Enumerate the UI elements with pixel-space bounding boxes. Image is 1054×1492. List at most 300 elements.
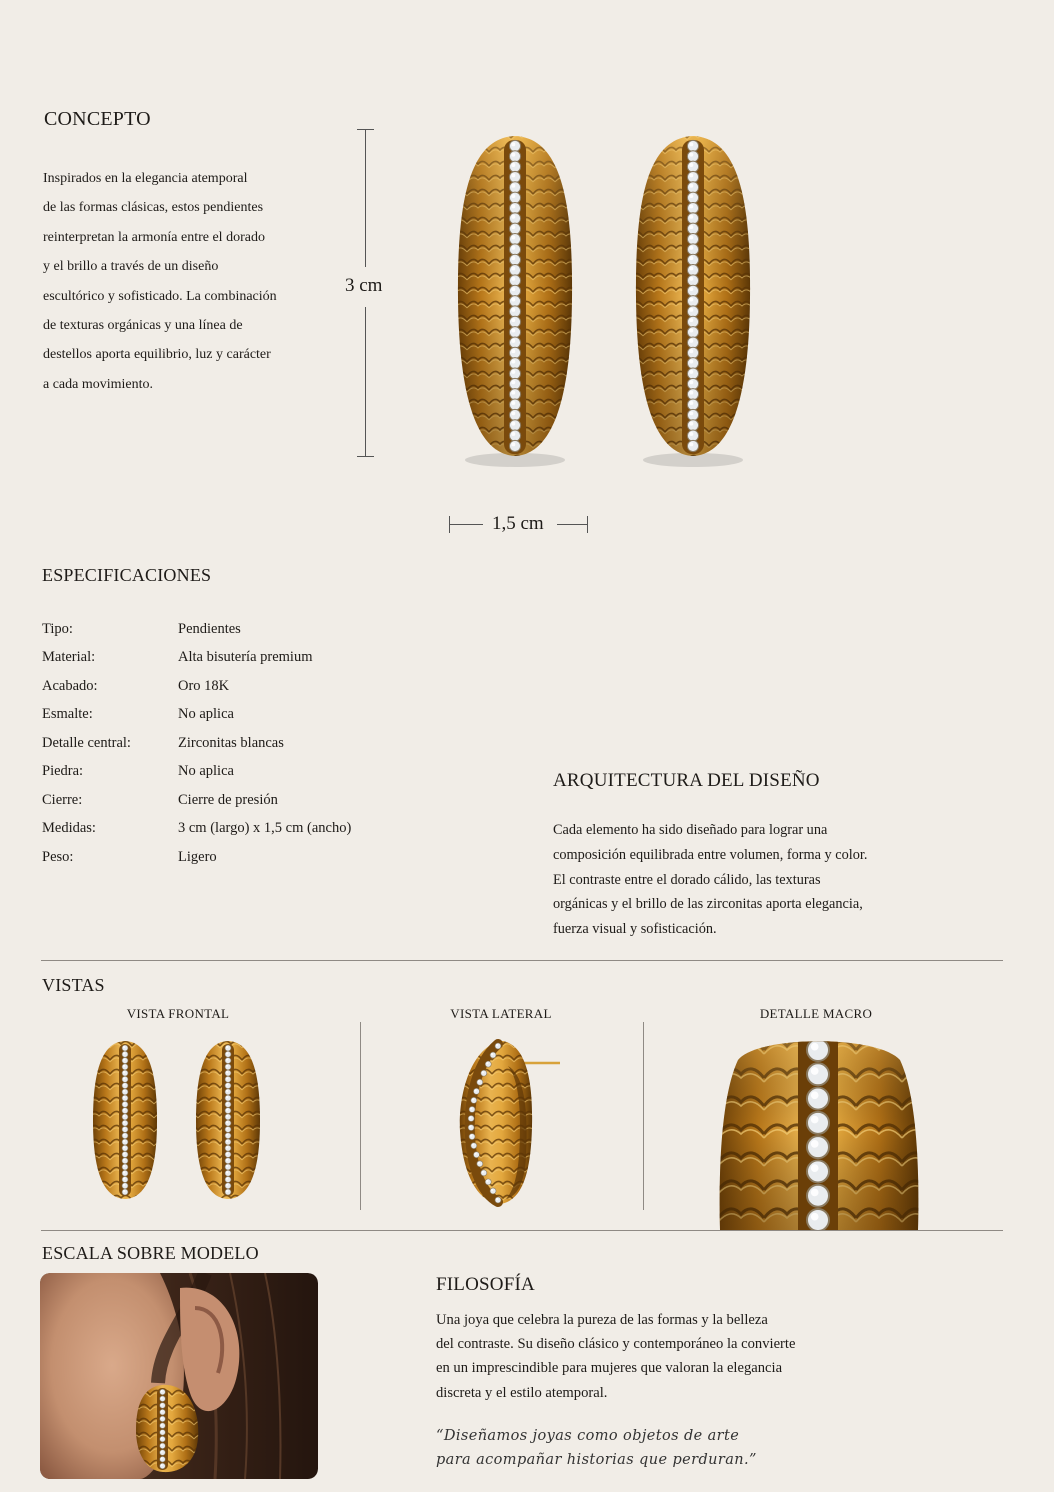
stone-highlight (511, 184, 515, 188)
stone-highlight (511, 349, 515, 353)
stone-highlight (511, 277, 515, 281)
zirconia-stone (225, 1183, 231, 1189)
zirconia-stone (122, 1070, 128, 1076)
concept-line: a cada movimiento. (43, 376, 154, 392)
spec-row (42, 763, 442, 783)
view-front-label: VISTA FRONTAL (126, 1006, 230, 1021)
stone-highlight (161, 1417, 163, 1419)
zirconia-stone (122, 1051, 128, 1057)
stone-highlight (123, 1140, 125, 1142)
zirconia-stone (225, 1108, 231, 1114)
zirconia-stone (122, 1114, 128, 1120)
zirconia-stone (509, 254, 520, 265)
stone-highlight (811, 1164, 819, 1172)
zirconia-stone (687, 306, 698, 317)
zirconia-stone (477, 1079, 483, 1085)
stone-highlight (689, 173, 693, 177)
spec-row (42, 792, 442, 812)
zirconia-stone (122, 1189, 128, 1195)
spec-label: Piedra: (42, 763, 84, 779)
zirconia-stone (495, 1197, 501, 1203)
zirconia-stone (225, 1064, 231, 1070)
height-dimension-label: 3 cm (345, 275, 383, 296)
width-dimension-tick-right (587, 516, 588, 533)
stone-highlight (511, 215, 515, 219)
zirconia-stone (687, 337, 698, 348)
zirconia-stone (225, 1176, 231, 1182)
stone-highlight (689, 308, 693, 312)
stone-highlight (689, 339, 693, 343)
stone-highlight (511, 422, 515, 426)
spec-value: Cierre de presión (178, 792, 278, 808)
spec-row (42, 820, 442, 840)
zirconia-stone (481, 1070, 487, 1076)
stone-highlight (482, 1071, 484, 1073)
zirconia-stone (807, 1088, 829, 1110)
concept-line: y el brillo a través de un diseño (43, 259, 219, 275)
hero-earrings-image (445, 128, 775, 478)
stone-highlight (226, 1190, 228, 1192)
zirconia-stone (473, 1152, 479, 1158)
stone-highlight (689, 349, 693, 353)
zirconia-stone (122, 1083, 128, 1089)
spec-label: Acabado: (42, 678, 98, 694)
zirconia-stone (490, 1052, 496, 1058)
zirconia-stone (509, 151, 520, 162)
quote-line: para acompañar historias que perduran.” (436, 1452, 757, 1468)
stone-highlight (511, 370, 515, 374)
zirconia-stone (509, 440, 520, 451)
stone-highlight (123, 1102, 125, 1104)
zirconia-stone (687, 254, 698, 265)
stone-highlight (123, 1159, 125, 1161)
zirconia-stone (509, 399, 520, 410)
stone-highlight (689, 142, 693, 146)
stone-highlight (123, 1084, 125, 1086)
view-macro-label: DETALLE MACRO (759, 1006, 873, 1021)
stone-highlight (491, 1053, 493, 1055)
stone-highlight (811, 1043, 819, 1051)
zirconia-stone (481, 1170, 487, 1176)
stone-highlight (689, 163, 693, 167)
stone-highlight (689, 329, 693, 333)
zirconia-stone (477, 1161, 483, 1167)
zirconia-stone (687, 151, 698, 162)
zirconia-stone (485, 1179, 491, 1185)
concept-line: de las formas clásicas, estos pendientes (43, 200, 264, 216)
zirconia-stone (509, 347, 520, 358)
zirconia-stone (225, 1070, 231, 1076)
zirconia-stone (490, 1188, 496, 1194)
zirconia-stone (122, 1164, 128, 1170)
stone-highlight (511, 266, 515, 270)
philosophy-paragraph (436, 1308, 795, 1405)
stone-highlight (689, 235, 693, 239)
zirconia-stone (122, 1120, 128, 1126)
stone-highlight (161, 1464, 163, 1466)
section-divider (41, 1230, 1003, 1231)
stone-highlight (226, 1127, 228, 1129)
stone-highlight (226, 1065, 228, 1067)
spec-label: Cierre: (42, 792, 83, 808)
stone-highlight (689, 256, 693, 260)
stone-highlight (511, 308, 515, 312)
stone-highlight (689, 432, 693, 436)
spec-row (42, 649, 442, 669)
zirconia-stone (807, 1039, 829, 1061)
stone-highlight (511, 380, 515, 384)
zirconia-stone (807, 1112, 829, 1134)
zirconia-stone (509, 306, 520, 317)
zirconia-stone (687, 140, 698, 151)
stone-highlight (123, 1115, 125, 1117)
stone-highlight (123, 1134, 125, 1136)
stone-highlight (226, 1071, 228, 1073)
stone-highlight (475, 1089, 477, 1091)
stone-highlight (511, 163, 515, 167)
zirconia-stone (122, 1095, 128, 1101)
stone-highlight (123, 1065, 125, 1067)
zirconia-stone (160, 1396, 166, 1402)
zirconia-stone (807, 1136, 829, 1158)
spec-value: Pendientes (178, 621, 241, 637)
stone-highlight (226, 1159, 228, 1161)
stone-highlight (486, 1180, 488, 1182)
zirconia-stone (225, 1095, 231, 1101)
stone-highlight (689, 287, 693, 291)
zirconia-stone (122, 1058, 128, 1064)
spec-value: Zirconitas blancas (178, 735, 284, 751)
zirconia-stone (687, 161, 698, 172)
spec-label: Detalle central: (42, 735, 131, 751)
concept-line: destellos aporta equilibrio, luz y carácter (43, 347, 271, 363)
stone-highlight (123, 1046, 125, 1048)
zirconia-stone (122, 1126, 128, 1132)
spec-value: Ligero (178, 849, 217, 865)
stone-highlight (511, 225, 515, 229)
stone-highlight (689, 422, 693, 426)
zirconia-stone (687, 420, 698, 431)
philosophy-line: en un imprescindible para mujeres que valoran la elegancia (436, 1360, 783, 1377)
stone-highlight (469, 1117, 471, 1119)
spec-row (42, 849, 442, 869)
zirconia-stone (509, 368, 520, 379)
stone-highlight (511, 142, 515, 146)
stone-highlight (496, 1198, 498, 1200)
zirconia-stone (509, 202, 520, 213)
stone-highlight (511, 318, 515, 322)
zirconia-stone (509, 140, 520, 151)
stone-highlight (689, 204, 693, 208)
stone-highlight (226, 1102, 228, 1104)
view-side-label: VISTA LATERAL (450, 1006, 552, 1021)
stone-highlight (511, 360, 515, 364)
stone-highlight (226, 1090, 228, 1092)
stone-highlight (161, 1397, 163, 1399)
zirconia-stone (160, 1416, 166, 1422)
zirconia-stone (225, 1170, 231, 1176)
zirconia-stone (687, 192, 698, 203)
spec-value: 3 cm (largo) x 1,5 cm (ancho) (178, 820, 352, 836)
zirconia-stone (225, 1120, 231, 1126)
stone-highlight (482, 1171, 484, 1173)
zirconia-stone (225, 1145, 231, 1151)
zirconia-stone (485, 1061, 491, 1067)
spec-row (42, 706, 442, 726)
stone-highlight (511, 442, 515, 446)
stone-highlight (811, 1116, 819, 1124)
zirconia-stone (509, 389, 520, 400)
stone-highlight (496, 1044, 498, 1046)
stone-highlight (511, 287, 515, 291)
stone-highlight (689, 380, 693, 384)
stone-highlight (511, 194, 515, 198)
spec-row (42, 678, 442, 698)
zirconia-stone (509, 161, 520, 172)
stone-highlight (811, 1189, 819, 1197)
stone-highlight (123, 1077, 125, 1079)
stone-highlight (811, 1213, 819, 1221)
spec-value: No aplica (178, 706, 234, 722)
stone-highlight (226, 1152, 228, 1154)
zirconia-stone (807, 1209, 829, 1230)
zirconia-stone (687, 171, 698, 182)
zirconia-stone (687, 265, 698, 276)
stone-highlight (511, 432, 515, 436)
section-divider (41, 960, 1003, 961)
zirconia-stone (687, 275, 698, 286)
stone-highlight (689, 225, 693, 229)
height-dimension-line-bottom (365, 307, 366, 456)
spec-label: Esmalte: (42, 706, 93, 722)
height-dimension-tick-bottom (357, 456, 374, 457)
zirconia-stone (687, 316, 698, 327)
specs-title: ESPECIFICACIONES (42, 565, 212, 585)
stone-highlight (226, 1140, 228, 1142)
zirconia-stone (225, 1158, 231, 1164)
stone-highlight (123, 1178, 125, 1180)
zirconia-stone (509, 358, 520, 369)
zirconia-stone (122, 1133, 128, 1139)
zirconia-stone (160, 1463, 166, 1469)
zirconia-stone (687, 347, 698, 358)
zirconia-stone (687, 358, 698, 369)
stone-highlight (226, 1121, 228, 1123)
zirconia-stone (509, 378, 520, 389)
zirconia-stone (807, 1185, 829, 1207)
zirconia-stone (122, 1170, 128, 1176)
stone-highlight (811, 1091, 819, 1099)
philosophy-quote (436, 1424, 757, 1472)
stone-highlight (478, 1162, 480, 1164)
concept-line: reinterpretan la armonía entre el dorado (43, 229, 265, 245)
stone-highlight (161, 1431, 163, 1433)
stone-highlight (689, 266, 693, 270)
stone-highlight (689, 360, 693, 364)
zirconia-stone (122, 1139, 128, 1145)
concept-paragraph (43, 164, 277, 399)
stone-highlight (161, 1424, 163, 1426)
zirconia-stone (225, 1151, 231, 1157)
stone-highlight (226, 1052, 228, 1054)
stone-highlight (123, 1165, 125, 1167)
spec-label: Peso: (42, 849, 74, 865)
zirconia-stone (160, 1443, 166, 1449)
stone-highlight (689, 194, 693, 198)
stone-highlight (226, 1165, 228, 1167)
zirconia-stone (160, 1423, 166, 1429)
architecture-line: orgánicas y el brillo de las zirconitas aporta elegancia, (553, 896, 863, 913)
concept-title: CONCEPTO (44, 108, 151, 130)
stone-highlight (161, 1457, 163, 1459)
zirconia-stone (160, 1430, 166, 1436)
zirconia-stone (687, 202, 698, 213)
stone-highlight (470, 1107, 472, 1109)
stone-highlight (491, 1189, 493, 1191)
concept-line: Inspirados en la elegancia atemporal (43, 171, 248, 186)
quote-line: “Diseñamos joyas como objetos de arte (436, 1428, 740, 1444)
stone-highlight (486, 1062, 488, 1064)
stone-highlight (123, 1059, 125, 1061)
zirconia-stone (122, 1158, 128, 1164)
zirconia-stone (509, 430, 520, 441)
zirconia-stone (225, 1133, 231, 1139)
zirconia-stone (687, 327, 698, 338)
stone-highlight (123, 1096, 125, 1098)
zirconia-stone (687, 234, 698, 245)
zirconia-stone (160, 1389, 166, 1395)
zirconia-stone (122, 1108, 128, 1114)
zirconia-stone (509, 296, 520, 307)
stone-highlight (511, 204, 515, 208)
zirconia-stone (687, 244, 698, 255)
width-dimension-line-right (557, 524, 588, 525)
stone-highlight (689, 184, 693, 188)
zirconia-stone (225, 1189, 231, 1195)
zirconia-stone (509, 192, 520, 203)
stone-highlight (511, 339, 515, 343)
spec-row (42, 621, 442, 641)
zirconia-stone (122, 1151, 128, 1157)
stone-highlight (161, 1404, 163, 1406)
zirconia-stone (471, 1143, 477, 1149)
spec-value: Oro 18K (178, 678, 230, 694)
stone-highlight (811, 1140, 819, 1148)
stone-highlight (511, 391, 515, 395)
architecture-paragraph (553, 818, 867, 942)
zirconia-stone (509, 182, 520, 193)
philosophy-title: FILOSOFÍA (436, 1274, 535, 1295)
zirconia-stone (160, 1450, 166, 1456)
zirconia-stone (225, 1045, 231, 1051)
stone-highlight (811, 1067, 819, 1075)
front-earring-left (93, 1041, 157, 1199)
stone-highlight (226, 1146, 228, 1148)
stone-highlight (226, 1046, 228, 1048)
architecture-title: ARQUITECTURA DEL DISEÑO (553, 770, 820, 791)
stone-highlight (123, 1152, 125, 1154)
zirconia-stone (225, 1126, 231, 1132)
zirconia-stone (687, 378, 698, 389)
stone-highlight (470, 1135, 472, 1137)
zirconia-stone (509, 337, 520, 348)
stone-highlight (123, 1071, 125, 1073)
stone-highlight (511, 411, 515, 415)
zirconia-stone (495, 1043, 501, 1049)
zirconia-stone (687, 430, 698, 441)
zirconia-stone (509, 223, 520, 234)
views-title: VISTAS (42, 975, 105, 995)
macro-detail-image (718, 1030, 920, 1230)
stone-highlight (161, 1410, 163, 1412)
concept-line: escultórico y sofisticado. La combinación (43, 288, 277, 304)
zirconia-stone (687, 213, 698, 224)
zirconia-stone (225, 1114, 231, 1120)
zirconia-stone (687, 368, 698, 379)
stone-highlight (689, 411, 693, 415)
stone-highlight (123, 1121, 125, 1123)
stone-highlight (689, 318, 693, 322)
stone-highlight (689, 153, 693, 157)
stone-highlight (123, 1190, 125, 1192)
stone-highlight (226, 1134, 228, 1136)
stone-highlight (689, 215, 693, 219)
zirconia-stone (687, 223, 698, 234)
philosophy-line: Una joya que celebra la pureza de las formas y la belleza (436, 1312, 768, 1328)
zirconia-stone (509, 275, 520, 286)
zirconia-stone (509, 244, 520, 255)
zirconia-stone (122, 1176, 128, 1182)
zirconia-stone (469, 1106, 475, 1112)
zirconia-stone (225, 1164, 231, 1170)
stone-highlight (123, 1127, 125, 1129)
front-view-image (88, 1036, 268, 1206)
zirconia-stone (509, 213, 520, 224)
zirconia-stone (473, 1088, 479, 1094)
stone-highlight (511, 173, 515, 177)
stone-highlight (511, 235, 515, 239)
stone-highlight (689, 401, 693, 405)
zirconia-stone (687, 285, 698, 296)
stone-highlight (226, 1084, 228, 1086)
spec-value: Alta bisutería premium (178, 649, 313, 665)
stone-highlight (226, 1077, 228, 1079)
zirconia-stone (687, 440, 698, 451)
zirconia-stone (509, 327, 520, 338)
spec-label: Tipo: (42, 621, 73, 637)
stone-highlight (226, 1096, 228, 1098)
zirconia-stone (509, 420, 520, 431)
earring-left (458, 136, 572, 467)
model-title: ESCALA SOBRE MODELO (42, 1243, 259, 1263)
zirconia-stone (509, 285, 520, 296)
width-dimension-label: 1,5 cm (492, 513, 544, 534)
zirconia-stone (122, 1076, 128, 1082)
zirconia-stone (225, 1089, 231, 1095)
philosophy-line: discreta y el estilo atemporal. (436, 1384, 608, 1401)
zirconia-stone (509, 316, 520, 327)
zirconia-stone (471, 1097, 477, 1103)
spec-label: Medidas: (42, 820, 96, 836)
architecture-line: composición equilibrada entre volumen, forma y color. (553, 846, 868, 863)
stone-highlight (689, 391, 693, 395)
width-dimension-line-left (449, 524, 483, 525)
zirconia-stone (122, 1089, 128, 1095)
stone-highlight (161, 1437, 163, 1439)
stone-highlight (226, 1109, 228, 1111)
zirconia-stone (225, 1051, 231, 1057)
model-photo (40, 1273, 318, 1479)
